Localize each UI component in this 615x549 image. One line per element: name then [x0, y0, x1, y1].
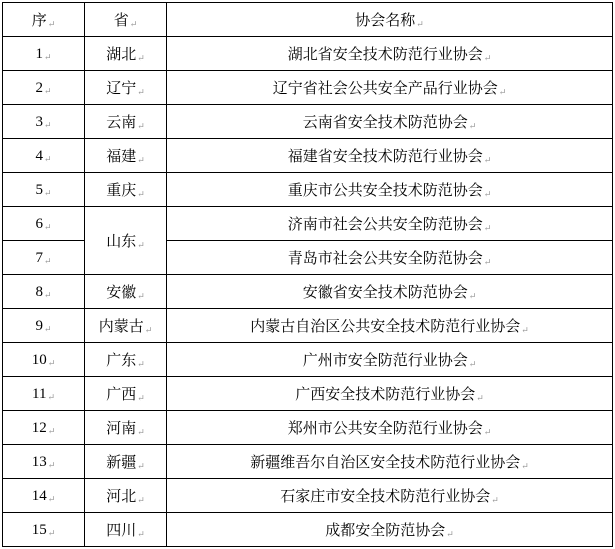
province-cell: 河北↵ — [85, 479, 167, 513]
association-table — [2, 2, 613, 547]
header-row — [3, 3, 613, 37]
header-association-name: 协会名称↵ — [167, 3, 613, 37]
row-number: 13↵ — [3, 445, 85, 479]
association-name-cell: 成都安全防范协会↵ — [167, 513, 613, 547]
province-cell: 内蒙古↵ — [85, 309, 167, 343]
table-body — [3, 37, 613, 547]
association-name-cell: 辽宁省社会公共安全产品行业协会↵ — [167, 71, 613, 105]
table-row — [3, 207, 613, 241]
row-number: 12↵ — [3, 411, 85, 445]
province-cell: 福建↵ — [85, 139, 167, 173]
row-number: 10↵ — [3, 343, 85, 377]
table-row — [3, 445, 613, 479]
association-name-cell: 重庆市公共安全技术防范协会↵ — [167, 173, 613, 207]
table-row — [3, 37, 613, 71]
province-cell: 广西↵ — [85, 377, 167, 411]
province-cell: 辽宁↵ — [85, 71, 167, 105]
table-row — [3, 343, 613, 377]
table-row — [3, 513, 613, 547]
row-number: 2↵ — [3, 71, 85, 105]
row-number: 6↵ — [3, 207, 85, 241]
row-number: 9↵ — [3, 309, 85, 343]
province-cell: 河南↵ — [85, 411, 167, 445]
association-name-cell: 广西安全技术防范行业协会↵ — [167, 377, 613, 411]
association-name-cell: 石家庄市安全技术防范行业协会↵ — [167, 479, 613, 513]
association-name-cell: 新疆维吾尔自治区安全技术防范行业协会↵ — [167, 445, 613, 479]
row-number: 11↵ — [3, 377, 85, 411]
association-name-cell: 云南省安全技术防范协会↵ — [167, 105, 613, 139]
province-cell: 山东↵ — [85, 207, 167, 275]
table-row — [3, 275, 613, 309]
table-row — [3, 411, 613, 445]
province-cell: 重庆↵ — [85, 173, 167, 207]
row-number: 5↵ — [3, 173, 85, 207]
table-row — [3, 105, 613, 139]
association-name-cell: 湖北省安全技术防范行业协会↵ — [167, 37, 613, 71]
row-number: 15↵ — [3, 513, 85, 547]
row-number: 1↵ — [3, 37, 85, 71]
province-cell: 四川↵ — [85, 513, 167, 547]
row-number: 4↵ — [3, 139, 85, 173]
province-cell: 安徽↵ — [85, 275, 167, 309]
row-number: 3↵ — [3, 105, 85, 139]
association-name-cell: 济南市社会公共安全防范协会↵ — [167, 207, 613, 241]
row-number: 7↵ — [3, 241, 85, 275]
row-number: 8↵ — [3, 275, 85, 309]
province-cell: 新疆↵ — [85, 445, 167, 479]
province-cell: 广东↵ — [85, 343, 167, 377]
province-cell: 湖北↵ — [85, 37, 167, 71]
association-name-cell: 内蒙古自治区公共安全技术防范行业协会↵ — [167, 309, 613, 343]
table-row — [3, 71, 613, 105]
association-name-cell: 广州市安全防范行业协会↵ — [167, 343, 613, 377]
association-name-cell: 安徽省安全技术防范协会↵ — [167, 275, 613, 309]
association-name-cell: 青岛市社会公共安全防范协会↵ — [167, 241, 613, 275]
header-province: 省↵ — [85, 3, 167, 37]
table-row — [3, 479, 613, 513]
province-cell: 云南↵ — [85, 105, 167, 139]
table-row — [3, 139, 613, 173]
association-name-cell: 郑州市公共安全防范行业协会↵ — [167, 411, 613, 445]
association-name-cell: 福建省安全技术防范行业协会↵ — [167, 139, 613, 173]
table-row — [3, 309, 613, 343]
header-seq: 序↵ — [3, 3, 85, 37]
table-row — [3, 377, 613, 411]
row-number: 14↵ — [3, 479, 85, 513]
table-row — [3, 173, 613, 207]
